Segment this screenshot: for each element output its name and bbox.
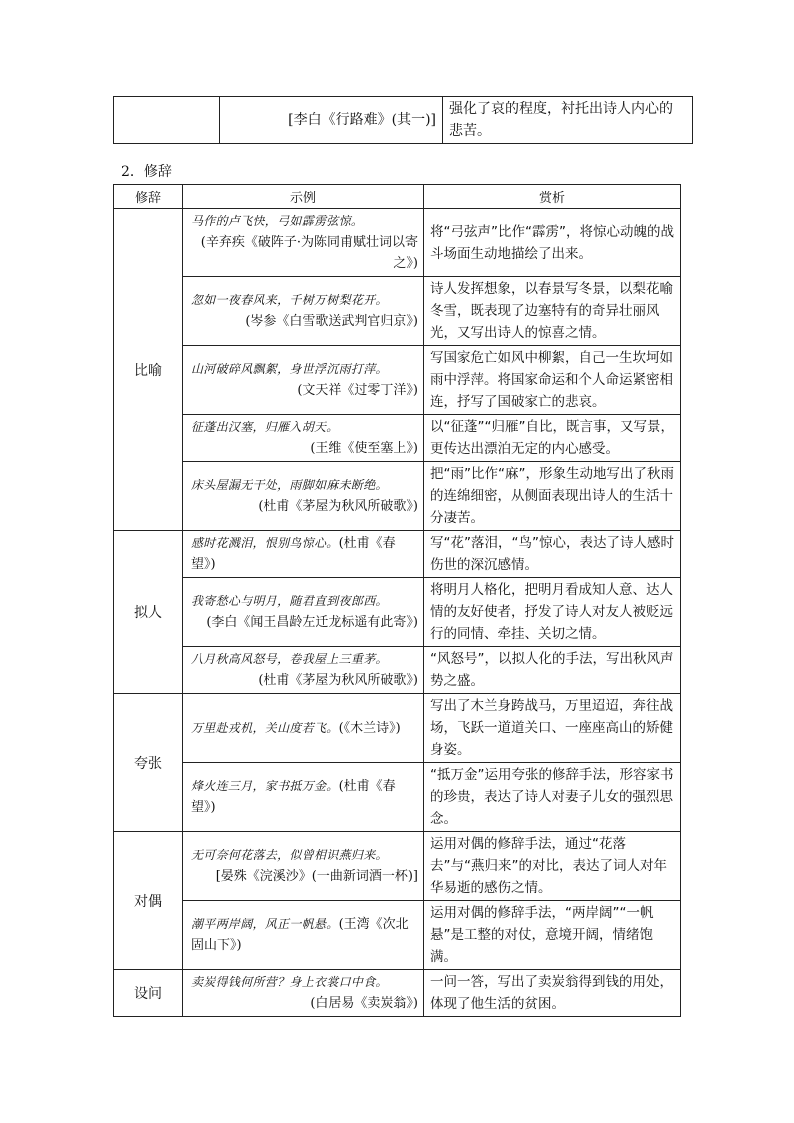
poem-line: 万里赴戎机，关山度若飞。 (191, 720, 339, 735)
example-cell (183, 415, 424, 462)
device-cell: 夸张 (114, 694, 183, 832)
example-cell (183, 694, 424, 763)
table-row (114, 462, 681, 531)
table-row (114, 763, 681, 832)
example-cell (183, 578, 424, 647)
example-source: (王湾《次北固山下》) (191, 917, 409, 953)
analysis-cell: 一问一答，写出了卖炭翁得到钱的用处，体现了他生活的贫困。 (424, 970, 681, 1017)
poem-line: 卖炭得钱何所营？身上衣裳口中食。 (191, 975, 388, 989)
example-cell (183, 209, 424, 277)
poem-line: 征蓬出汉塞，归雁入胡天。 (191, 420, 339, 434)
example-source: (杜甫《茅屋为秋风所破歌》) (258, 499, 418, 514)
example-cell (183, 832, 424, 901)
analysis-cell: 诗人发挥想象，以春景写冬景，以梨花喻冬雪，既表现了边塞特有的奇异壮丽风光，又写出诗人的惊喜之情。 (424, 277, 681, 346)
example-source: [晏殊《浣溪沙》(一曲新词酒一杯)] (215, 869, 418, 884)
example-cell (183, 901, 424, 970)
header-row (114, 185, 681, 209)
example-source: (文天祥《过零丁洋》) (297, 383, 418, 398)
example-source: (杜甫《茅屋为秋风所破歌》) (258, 673, 418, 688)
example-cell (183, 277, 424, 346)
poem-line: 无可奈何花落去，似曾相识燕归来。 (191, 848, 388, 862)
table-row (114, 209, 681, 277)
table-row (114, 277, 681, 346)
example-cell (183, 346, 424, 415)
device-cell: 拟人 (114, 531, 183, 694)
empty-cell (114, 97, 220, 144)
poem-line: 潮平两岸阔，风正一帆悬。 (191, 917, 339, 931)
header-example: 示例 (183, 185, 424, 209)
table-row (114, 531, 681, 578)
device-cell: 比喻 (114, 209, 183, 531)
continuation-table (113, 96, 693, 144)
table-row (114, 346, 681, 415)
analysis-cell: 运用对偶的修辞手法，通过“花落去”与“燕归来”的对比，表达了词人对年华易逝的感伤之情。 (424, 832, 681, 901)
analysis-cell: 把“雨”比作“麻”，形象生动地写出了秋雨的连绵细密，从侧面表现出诗人的生活十分凄苦。 (424, 462, 681, 531)
analysis-cell: 运用对偶的修辞手法，“两岸阔”“一帆悬”是工整的对仗，意境开阔，情绪饱满。 (424, 901, 681, 970)
example-cell (183, 763, 424, 832)
device-cell: 设问 (114, 970, 183, 1017)
table-row (114, 832, 681, 901)
poem-line: 我寄愁心与明月，随君直到夜郎西。 (191, 594, 388, 608)
table-row (114, 415, 681, 462)
poem-line: 马作的卢飞快，弓如霹雳弦惊。 (191, 214, 364, 228)
header-device: 修辞 (114, 185, 183, 209)
example-source: [李白《行路难》(其一)] (220, 97, 443, 144)
example-source: (白居易《卖炭翁》) (310, 996, 418, 1011)
example-source: (杜甫《春望》) (191, 536, 396, 572)
device-cell: 对偶 (114, 832, 183, 970)
analysis-cell: 写出了木兰身跨战马，万里迢迢，奔往战场，飞跃一道道关口、一座座高山的矫健身姿。 (424, 694, 681, 763)
analysis-cell: 强化了哀的程度，衬托出诗人内心的悲苦。 (443, 97, 693, 144)
table-row (114, 647, 681, 694)
table-row (114, 97, 693, 144)
table-row (114, 901, 681, 970)
example-cell (183, 462, 424, 531)
analysis-cell: 将“弓弦声”比作“霹雳”，将惊心动魄的战斗场面生动地描绘了出来。 (424, 209, 681, 277)
table-row (114, 578, 681, 647)
table-row (114, 970, 681, 1017)
example-source: (王维《使至塞上》) (310, 441, 418, 456)
section-title: 2．修辞 (121, 164, 172, 180)
example-cell (183, 647, 424, 694)
poem-line: 八月秋高风怒号，卷我屋上三重茅。 (191, 652, 388, 666)
example-source: (辛弃疾《破阵子·为陈同甫赋壮词以寄之》) (200, 235, 418, 271)
analysis-cell: 将明月人格化，把明月看成知人意、达人情的友好使者，抒发了诗人对友人被贬远行的同情、牵挂、关切之情。 (424, 578, 681, 647)
example-source: (岑参《白雪歌送武判官归京》) (245, 314, 418, 329)
analysis-cell: 写“花”落泪，“鸟”惊心，表达了诗人感时伤世的深沉感情。 (424, 531, 681, 578)
analysis-cell: 以“征蓬”“归雁”自比，既言事，又写景，更传达出漂泊无定的内心感受。 (424, 415, 681, 462)
example-source: (杜甫《春望》) (191, 779, 396, 815)
example-cell (183, 531, 424, 578)
poem-line: 感时花溅泪，恨别鸟惊心。 (191, 536, 339, 550)
example-source: (李白《闻王昌龄左迁龙标遥有此寄》) (206, 615, 418, 630)
example-source: (《木兰诗》) (338, 720, 401, 736)
analysis-cell: “抵万金”运用夸张的修辞手法，形容家书的珍贵，表达了诗人对妻子儿女的强烈思念。 (424, 763, 681, 832)
analysis-cell: “风怒号”，以拟人化的手法，写出秋风声势之盛。 (424, 647, 681, 694)
example-cell (183, 970, 424, 1017)
table-row (114, 694, 681, 763)
header-analysis: 赏析 (424, 185, 681, 209)
poem-line: 烽火连三月，家书抵万金。 (191, 779, 339, 793)
poem-line: 忽如一夜春风来，千树万树梨花开。 (191, 293, 388, 307)
analysis-cell: 写国家危亡如风中柳絮，自己一生坎坷如雨中浮萍。将国家命运和个人命运紧密相连，抒写了国破家亡的悲哀。 (424, 346, 681, 415)
rhetoric-table (113, 184, 681, 1017)
poem-line: 山河破碎风飘絮，身世浮沉雨打萍。 (191, 362, 388, 376)
poem-line: 床头屋漏无干处，雨脚如麻未断绝。 (191, 478, 388, 492)
